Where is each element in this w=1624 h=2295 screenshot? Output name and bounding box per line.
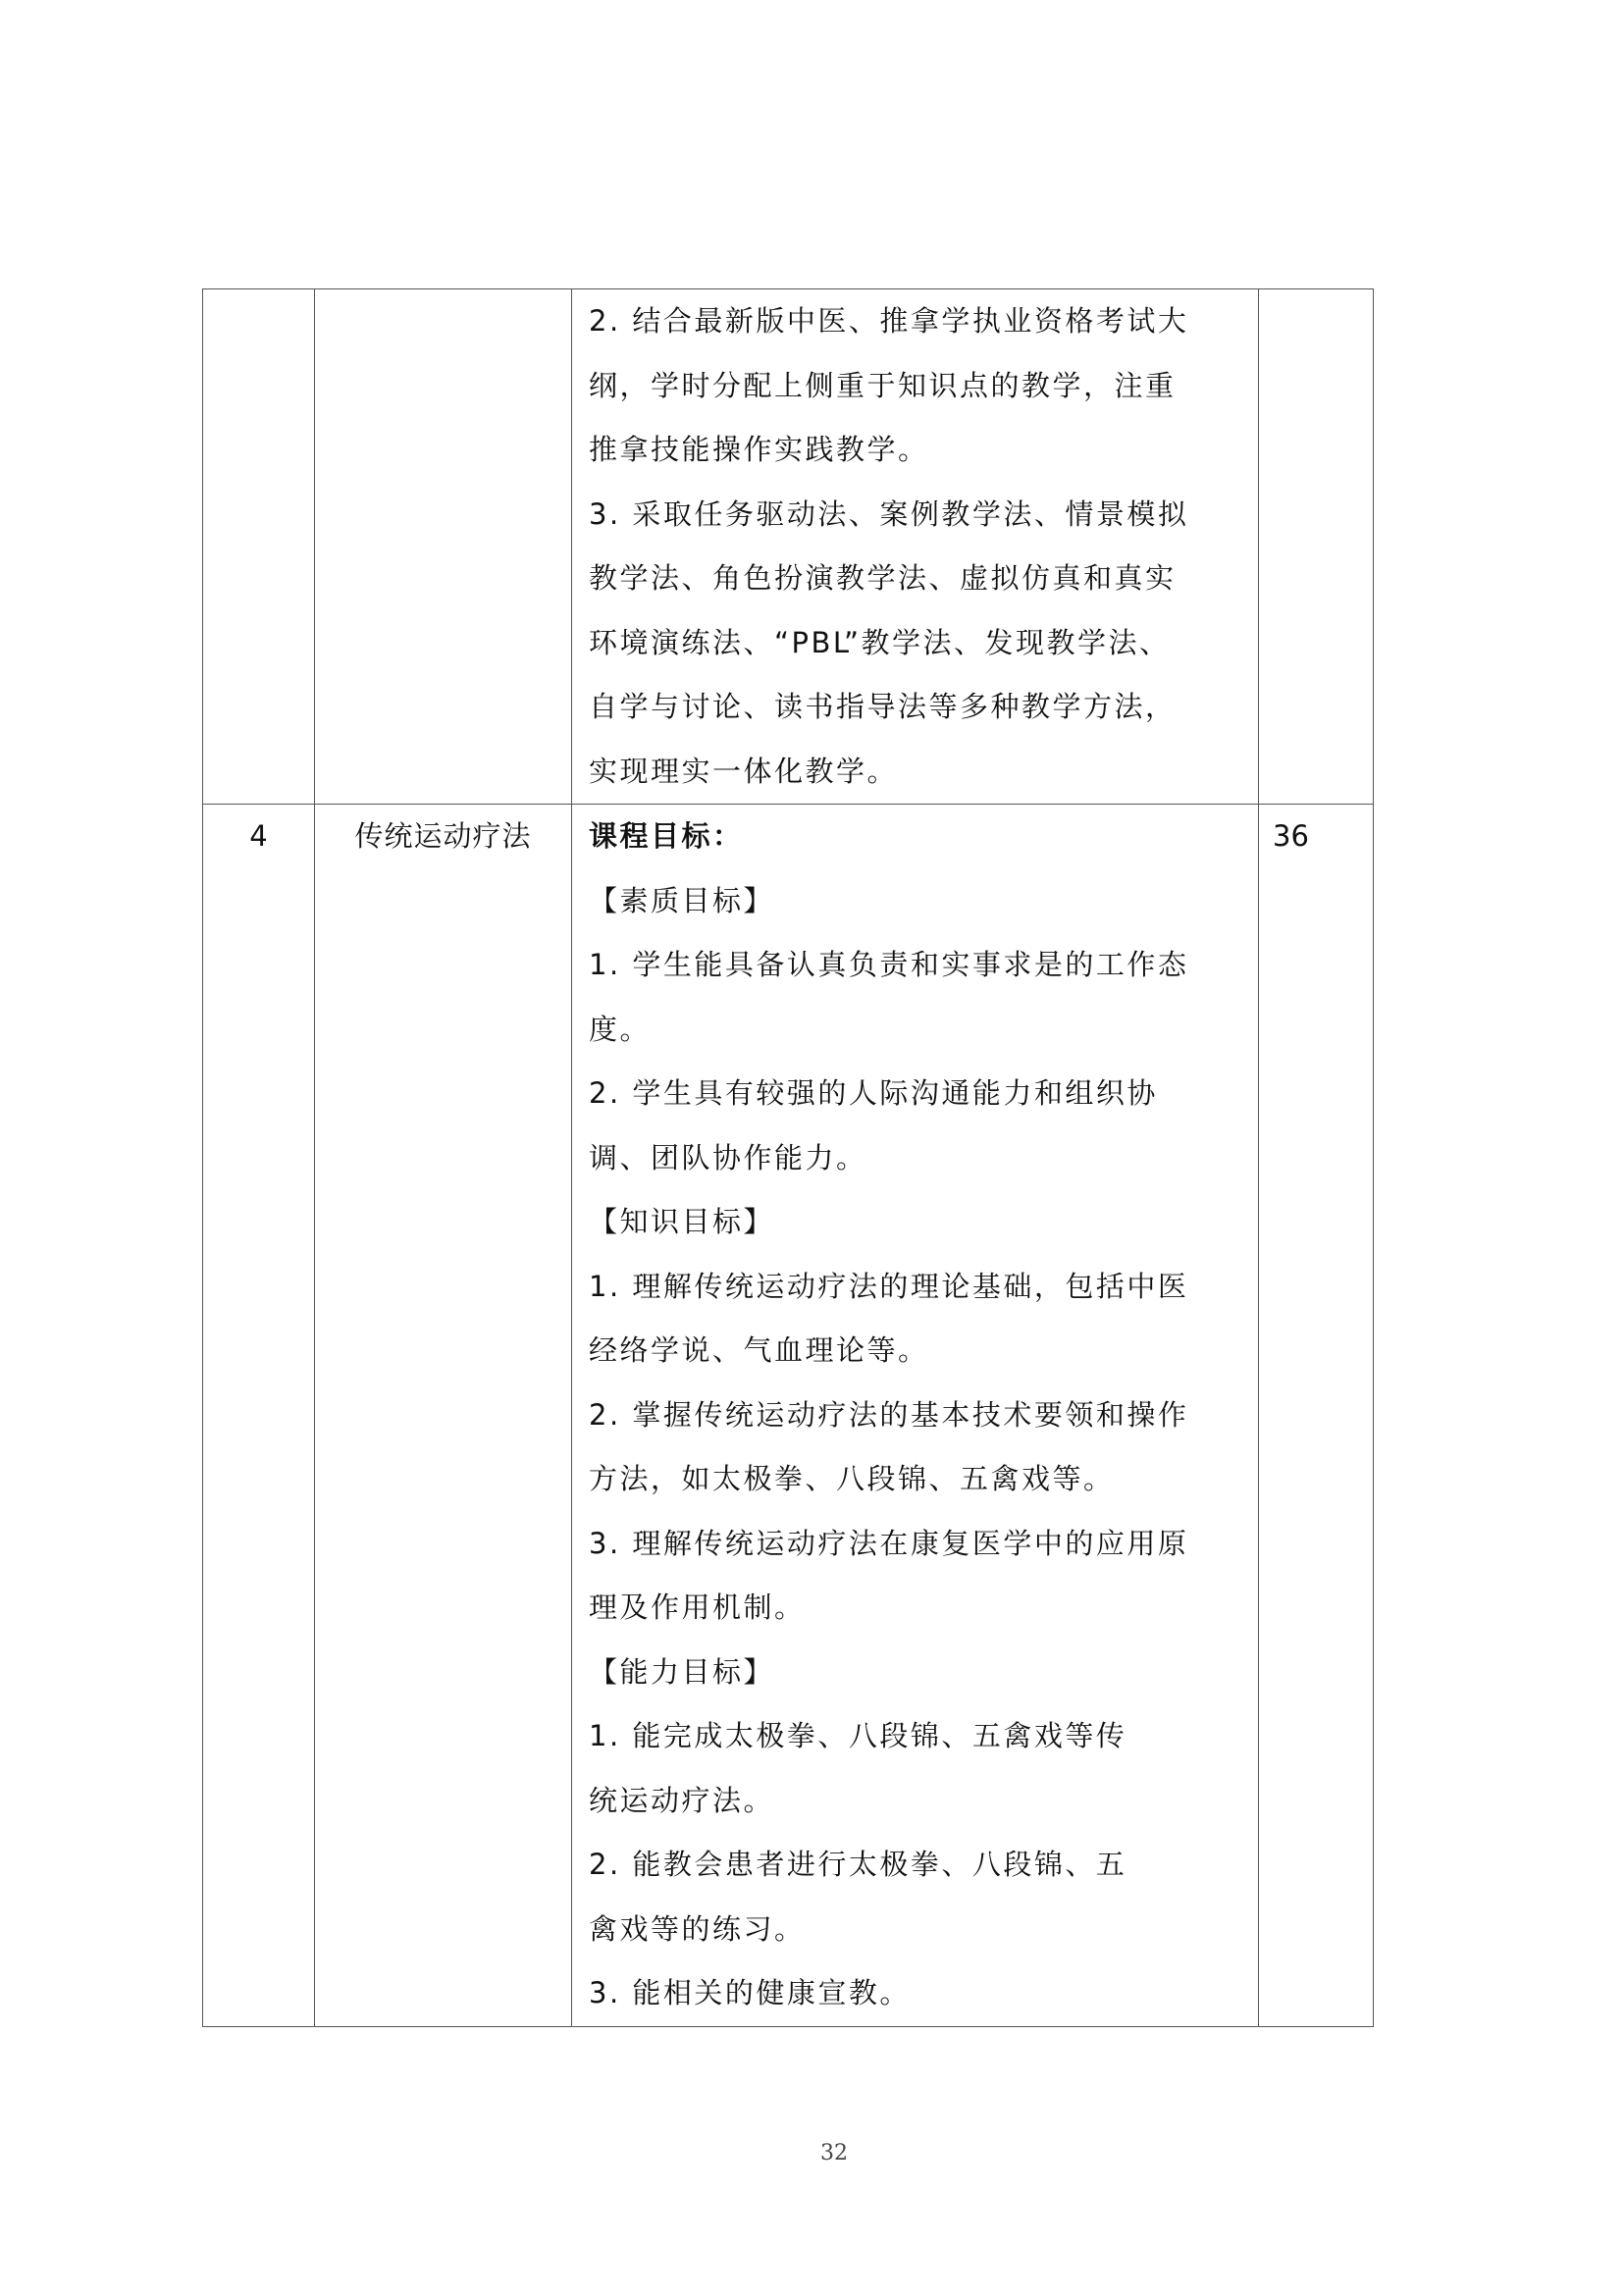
content-lines [589,869,1244,2026]
content-line: 1. 能完成太极拳、八段锦、五禽戏等传 [589,1719,1127,1752]
content-line: 理及作用机制。 [589,1591,806,1624]
content-line: 2. 学生具有较强的人际沟通能力和组织协 [589,1076,1158,1110]
cell-hours [1259,805,1374,2027]
content-line: 统运动疗法。 [589,1783,775,1817]
content-line: 2. 能教会患者进行太极拳、八段锦、五 [589,1848,1127,1881]
content-line: 度。 [589,1012,652,1046]
table-row-continued [203,289,1374,805]
cell-content [572,289,1259,805]
content-line: 3. 理解传统运动疗法在康复医学中的应用原 [589,1526,1189,1560]
content-lines [572,289,1258,804]
content-line: 教学法、角色扮演教学法、虚拟仿真和真实 [589,561,1177,595]
table-row-4 [203,805,1374,2027]
row-number: 4 [249,819,268,853]
content-line: 实现理实一体化教学。 [589,754,899,788]
page-number: 32 [820,2141,848,2165]
content-line: 经络学说、气血理论等。 [589,1333,929,1367]
content-line: 1. 学生能具备认真负责和实事求是的工作态 [589,948,1189,981]
objectives-heading: 课程目标： [589,819,744,853]
content-line: 环境演练法、“PBL”教学法、发现教学法、 [589,625,1171,659]
content-line: 2. 结合最新版中医、推拿学执业资格考试大 [589,304,1189,338]
content-line: 【素质目标】 [589,883,775,917]
course-table [202,288,1374,2027]
course-hours: 36 [1273,819,1309,853]
cell-course-name-empty [315,289,572,805]
content-line: 纲，学时分配上侧重于知识点的教学，注重 [589,368,1177,402]
cell-course-name [315,805,572,2027]
content-line: 2. 掌握传统运动疗法的基本技术要领和操作 [589,1397,1189,1432]
course-name: 传统运动疗法 [354,819,532,853]
content-line: 自学与讨论、读书指导法等多种教学方法， [589,690,1177,723]
content-line: 方法，如太极拳、八段锦、五禽戏等。 [589,1462,1115,1495]
content-line: 3. 采取任务驱动法、案例教学法、情景模拟 [589,496,1189,531]
content-line: 禽戏等的练习。 [589,1911,806,1946]
content-line: 【能力目标】 [589,1654,775,1689]
content-line: 1. 理解传统运动疗法的理论基础，包括中医 [589,1269,1189,1303]
cell-number [203,805,315,2027]
cell-hours-empty [1259,289,1374,805]
cell-number-empty [203,289,315,805]
content-line: 调、团队协作能力。 [589,1140,867,1174]
content-line: 推拿技能操作实践教学。 [589,433,929,466]
content-line: 【知识目标】 [589,1205,775,1238]
cell-content [572,805,1259,2027]
content-line: 3. 能相关的健康宣教。 [589,1976,911,2009]
